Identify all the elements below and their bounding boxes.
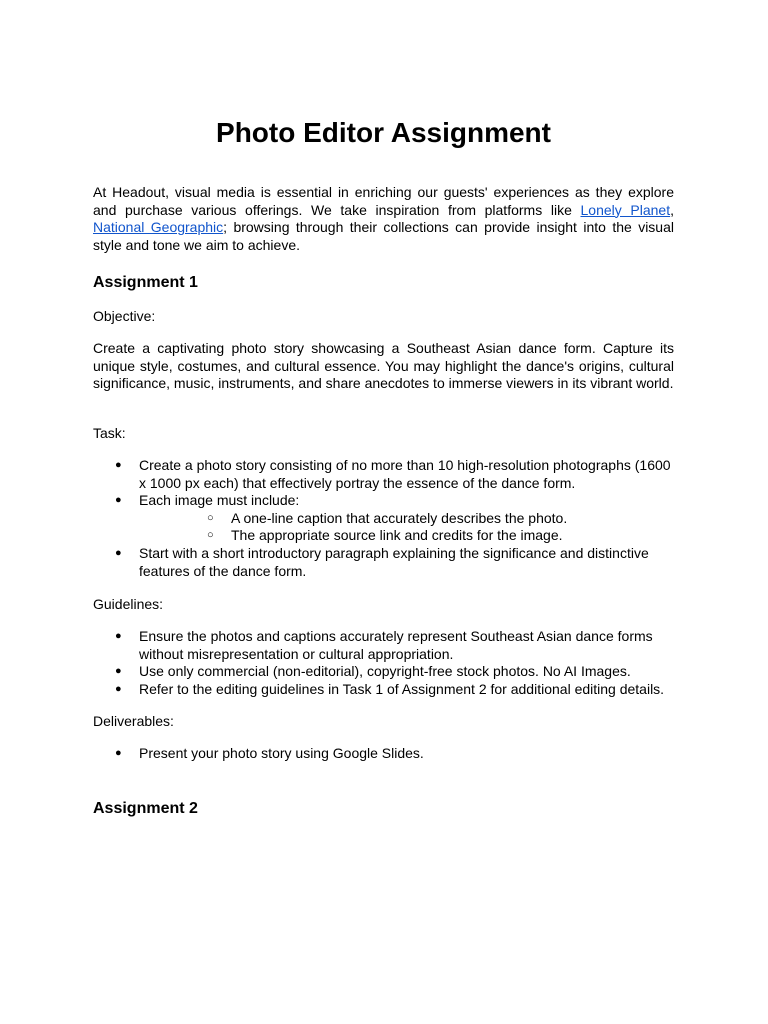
intro-paragraph — [93, 184, 674, 254]
intro-text-end: ; browsing through their collections can provide insight into the visual style and tone we aim to achieve. — [93, 219, 674, 253]
intro-text-start: At Headout, visual media is essential in enriching our guests' experiences as they explore and purchase various offerings. We take inspiration from platforms like — [93, 184, 674, 218]
deliverables-label: Deliverables: — [93, 713, 174, 729]
lonely-planet-link[interactable]: Lonely Planet — [580, 201, 671, 218]
list-item: ● Refer to the editing guidelines in Task 1 of Assignment 2 for additional editing details. — [93, 681, 674, 699]
assignment-2-heading: Assignment 2 — [93, 800, 198, 817]
list-item: ● Ensure the photos and captions accurately represent Southeast Asian dance forms without misrepresentation or cultural appropriation. — [93, 628, 674, 663]
list-item: ● Each image must include: ○ A one-line caption that accurately describes the photo. ○ The appropriate source link and credits for the image. — [93, 492, 674, 545]
list-item: ○ The appropriate source link and credits for the image. — [185, 527, 674, 545]
objective-text: Create a captivating photo story showcasing a Southeast Asian dance form. Capture its unique style, costumes, and cultural essence. You may highlight the dance's origins, cultural significance, music, instruments, and share anecdotes to immerse viewers in its vibrant world. — [93, 340, 674, 392]
list-item: ○ A one-line caption that accurately describes the photo. — [185, 510, 674, 528]
list-item: ● Start with a short introductory paragraph explaining the significance and distinctive features of the dance form. — [93, 545, 674, 580]
task-label: Task: — [93, 425, 126, 441]
national-geographic-link[interactable]: National Geographic — [93, 219, 224, 236]
assignment-1-heading: Assignment 1 — [93, 274, 198, 291]
document-title: Photo Editor Assignment — [216, 117, 551, 148]
objective-label: Objective: — [93, 308, 156, 324]
guidelines-label: Guidelines: — [93, 596, 164, 612]
list-item: ● Use only commercial (non-editorial), copyright-free stock photos. No AI Images. — [93, 663, 674, 681]
list-item: ● Create a photo story consisting of no more than 10 high-resolution photographs (1600 x 1000 px each) that effectively portray the essence of the dance form. — [93, 457, 674, 492]
list-item: ● Present your photo story using Google Slides. — [93, 745, 674, 763]
deliverables-list — [93, 745, 674, 763]
guidelines-list — [93, 628, 674, 698]
intro-separator: , — [670, 201, 674, 218]
task-list — [93, 457, 674, 580]
task-sublist — [139, 510, 674, 545]
